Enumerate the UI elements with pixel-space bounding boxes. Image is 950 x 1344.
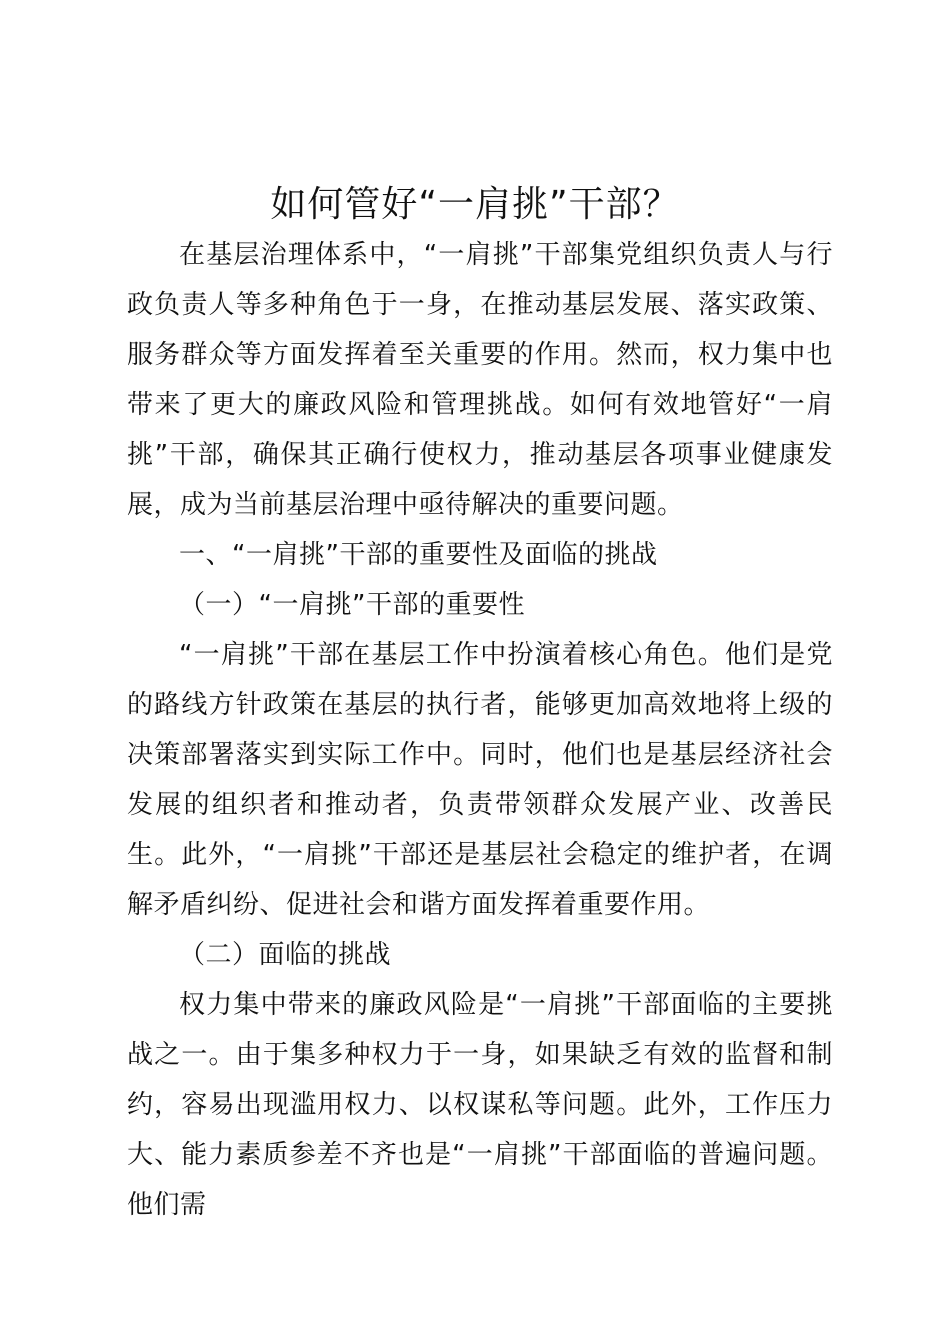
section-heading-1: 一、“一肩挑”干部的重要性及面临的挑战 bbox=[179, 540, 658, 570]
paragraph-importance: “一肩挑”干部在基层工作中扮演着核心角色。他们是党的路线方针政策在基层的执行者，能够更加高效地将上级的决策部署落实到实际工作中。同时，他们也是基层经济社会发展的组织者和推动者，负责带领群众发展产业、改善民生。此外，“一肩挑”干部还是基层社会稳定的维护者，在调解矛盾纠纷、促进社会和谐方面发挥着重要作用。 bbox=[127, 640, 833, 920]
subsection-heading-1: （一）“一肩挑”干部的重要性 bbox=[179, 590, 525, 620]
document-body bbox=[127, 230, 833, 1230]
subsection-heading-2: （二）面临的挑战 bbox=[179, 940, 392, 970]
paragraph-challenges: 权力集中带来的廉政风险是“一肩挑”干部面临的主要挑战之一。由于集多种权力于一身，如果缺乏有效的监督和制约，容易出现滥用权力、以权谋私等问题。此外，工作压力大、能力素质参差不齐也是“一肩挑”干部面临的普遍问题。他们需 bbox=[127, 990, 833, 1220]
paragraph-intro: 在基层治理体系中，“一肩挑”干部集党组织负责人与行政负责人等多种角色于一身，在推动基层发展、落实政策、服务群众等方面发挥着至关重要的作用。然而，权力集中也带来了更大的廉政风险和管理挑战。如何有效地管好“一肩挑”干部，确保其正确行使权力，推动基层各项事业健康发展，成为当前基层治理中亟待解决的重要问题。 bbox=[127, 240, 833, 520]
document-title: 如何管好“一肩挑”干部？ bbox=[270, 184, 680, 225]
